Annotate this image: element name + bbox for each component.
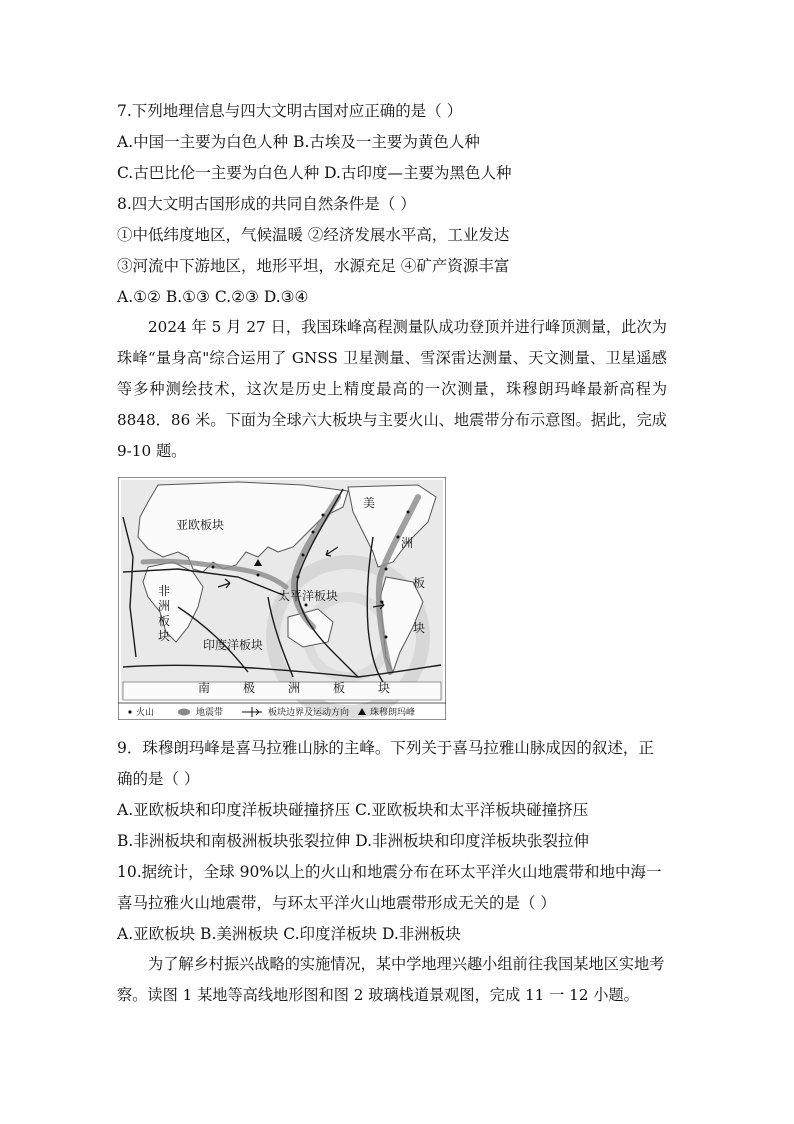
label-eurasian-plate: 亚欧板块 (176, 518, 225, 532)
label-pacific-plate: 太平洋板块 (278, 589, 339, 603)
label-antarctic-plate-5: 块 (378, 681, 391, 695)
q8-items-12: ①中低纬度地区，气候温暖 ②经济发展水平高，工业发达 (117, 226, 510, 244)
q10-options: A.亚欧板块 B.美洲板块 C.印度洋板块 D.非洲板块 (117, 925, 461, 943)
q8-stem: 8.四大文明古国形成的共同自然条件是（ ） (117, 195, 416, 213)
legend-boundary: 板块边界及运动方向 (268, 708, 350, 718)
q9-options-bd: B.非洲板块和南极洲板块张裂拉伸 D.非洲板块和印度洋板块张裂拉伸 (117, 832, 590, 850)
legend-volcano-icon (128, 710, 131, 713)
label-antarctic-plate-3: 洲 (288, 681, 301, 695)
passage-rural-revitalization: 为了解乡村振兴战略的实施情况，某中学地理兴趣小组前往我国某地区实地考察。读图 1 某地等高线地形图和图 2 玻璃栈道景观图，完成 11 一 12 小题。 (117, 955, 665, 1004)
label-american-plate-4: 块 (413, 621, 426, 635)
q8-options: A.①② B.①③ C.②③ D.③④ (117, 288, 309, 306)
label-american-plate-1: 美 (363, 496, 376, 510)
q9-stem-line1: 9．珠穆朗玛峰是喜马拉雅山脉的主峰。下列关于喜马拉雅山脉成因的叙述，正 (117, 739, 654, 757)
q8-items-34: ③河流中下游地区，地形平坦，水源充足 ④矿产资源丰富 (117, 257, 510, 275)
legend-seismic-belt-icon (178, 709, 190, 716)
plate-map-figure (118, 477, 446, 720)
legend-everest: 珠穆朗玛峰 (370, 708, 416, 718)
label-indian-plate: 印度洋板块 (203, 638, 264, 652)
q9-options-ac: A.亚欧板块和印度洋板块碰撞挤压 C.亚欧板块和太平洋板块碰撞挤压 (117, 801, 589, 819)
label-african-plate-1: 非 (158, 584, 171, 598)
label-antarctic-plate-1: 南 (198, 681, 211, 695)
label-antarctic-plate-4: 板 (333, 681, 346, 695)
legend-seismic-belt: 地震带 (196, 708, 224, 718)
legend-volcano: 火山 (136, 708, 155, 718)
passage-everest: 2024 年 5 月 27 日，我国珠峰高程测量队成功登顶并进行峰顶测量，此次为珠峰“量身高"综合运用了 GNSS 卫星测量、雪深雷达测量、天文测量、卫星遥感等多种测绘技术，这次是历史上精度最高的一次测量，珠穆朗玛峰最新高程为 8848．86 米。下面为全球六大板块与主要火山、地震带分布示意图。据此，完成 9-10 题。 (117, 318, 667, 460)
antarctica-land (123, 682, 441, 700)
q7-stem: 7.下列地理信息与四大文明古国对应正确的是（ ） (117, 102, 463, 120)
label-american-plate-2: 洲 (401, 536, 414, 550)
label-antarctic-plate-2: 极 (243, 681, 256, 695)
plate-map (118, 477, 446, 720)
label-african-plate-2: 洲 (158, 599, 171, 613)
label-american-plate-3: 板 (413, 576, 426, 590)
label-african-plate-3: 板 (158, 614, 171, 628)
q10-stem-line1: 10.据统计，全球 90%以上的火山和地震分布在环太平洋火山地震带和地中海一 (117, 863, 662, 881)
q9-stem-line2: 确的是（ ） (117, 770, 200, 788)
q10-stem-line2: 喜马拉雅火山地震带，与环太平洋火山地震带形成无关的是（ ） (117, 894, 556, 912)
q7-options-ab: A.中国一主要为白色人种 B.古埃及一主要为黄色人种 (117, 133, 480, 151)
q7-options-cd: C.古巴比伦一主要为白色人种 D.古印度—主要为黑色人种 (117, 164, 512, 182)
label-african-plate-4: 块 (158, 629, 171, 643)
